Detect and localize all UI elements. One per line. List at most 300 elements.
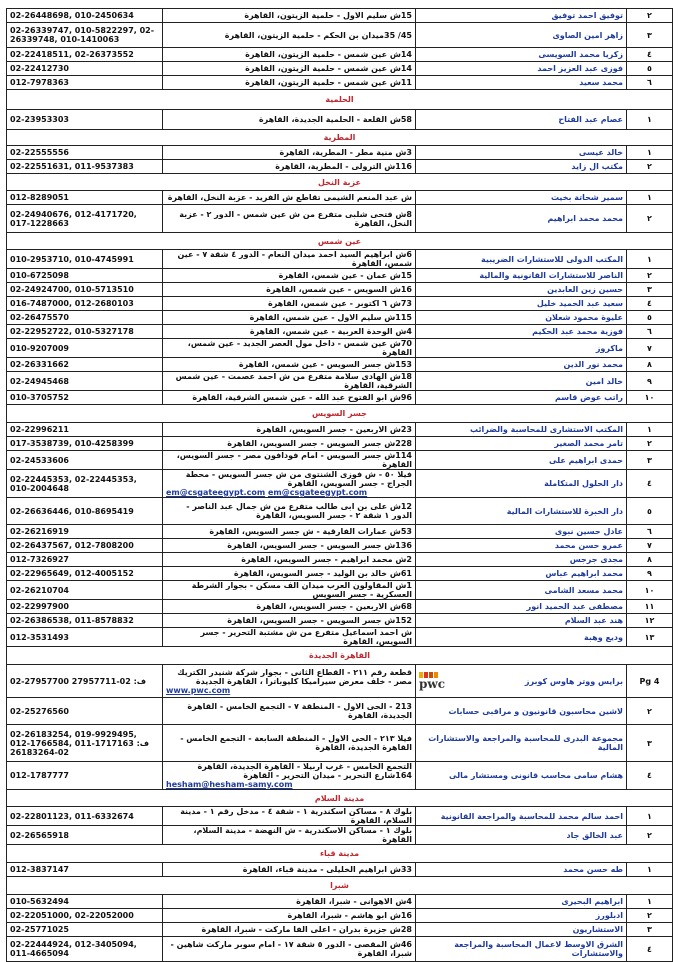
company-name: عصام عبد الفتاح (558, 115, 623, 124)
phone-cell: 02-26339747, 010-5822297, 02-26339748, 010-1410063 (7, 23, 163, 48)
address-text: 115ش سليم الاول - عين شمس، القاهرة (249, 313, 412, 322)
address-text: 23ش الاربعين - جسر السويس، القاهرة (256, 425, 412, 434)
row-number: ١ (627, 423, 673, 437)
table-row (7, 297, 673, 311)
address-cell (163, 807, 416, 826)
name-cell (416, 909, 627, 923)
pwc-entry (419, 672, 623, 690)
table-row (7, 863, 673, 877)
name-cell (416, 600, 627, 614)
address-cell (163, 539, 416, 553)
row-number: ٢ (627, 909, 673, 923)
address-text: 228ش جسر السويس - جسر السويس، القاهرة (227, 439, 412, 448)
phone-cell: 012-7978363 (7, 76, 163, 90)
phone-cell: 02-22952722, 010-5327178 (7, 325, 163, 339)
email-link[interactable]: hesham@hesham-samy.com (166, 780, 293, 789)
company-name: مكتب ال زايد (571, 162, 623, 171)
table-row (7, 372, 673, 391)
phone-cell: 02-22551631, 011-9537383 (7, 160, 163, 174)
address-cell (163, 391, 416, 405)
address-cell (163, 614, 416, 628)
address-cell (163, 48, 416, 62)
row-number: ٢ (627, 698, 673, 725)
phone-cell: 016-7487000, 012-2680103 (7, 297, 163, 311)
section-title: القاهرة الجديدة (7, 647, 673, 665)
company-name: زكريا محمد السويسى (538, 50, 623, 59)
phone-cell: 02-23953303 (7, 110, 163, 130)
table-row (7, 826, 673, 845)
table-row (7, 698, 673, 725)
name-cell (416, 698, 627, 725)
row-number: ٤ (627, 470, 673, 498)
company-name: ادبلورز (595, 911, 623, 920)
address-cell (163, 269, 416, 283)
phone-cell: 010-2953710, 010-4745991 (7, 250, 163, 269)
address-cell (163, 525, 416, 539)
section-title: جسر السويس (7, 405, 673, 423)
table-row (7, 48, 673, 62)
row-number: ٢ (627, 269, 673, 283)
address-cell (163, 23, 416, 48)
email-link-2[interactable]: em@csgateegypt.com (267, 488, 368, 497)
company-name: حسين زين العابدين (547, 285, 623, 294)
phone-cell: 02-24945468 (7, 372, 163, 391)
table-row (7, 311, 673, 325)
table-row (7, 283, 673, 297)
address-text: 58ش القلعة - الحلمية الجديدة، القاهرة (258, 115, 412, 124)
table-row (7, 762, 673, 790)
name-cell (416, 470, 627, 498)
table-row (7, 539, 673, 553)
table-row (7, 339, 673, 358)
address-text: 46ش المقصى - الدور ٥ شقة ١٧ - امام سوبر ماركت شاهين - شبرا، القاهرة (170, 940, 412, 958)
company-name: زاهر امين الصاوى (552, 30, 623, 40)
row-number: ١ (627, 807, 673, 826)
section-title: المطرية (7, 130, 673, 146)
row-number: ٤ (627, 762, 673, 790)
name-cell (416, 358, 627, 372)
company-name: حمدى ابراهيم على (548, 455, 623, 465)
address-text: فيلا ٢١٣ - الحى الاول - المنطقة السابعة - التجمع الخامس - القاهرة الجديدة، القاهرة (180, 734, 412, 752)
address-text: التجمع الخامس - غرب اربيلا - القاهرة الجديدة، القاهرة (197, 762, 412, 771)
address-cell (163, 567, 416, 581)
company-name: خالد امين (585, 376, 623, 386)
email-line (166, 780, 412, 789)
table-row (7, 937, 673, 962)
company-name: طه حسن محمد (563, 865, 623, 874)
phone-cell: 02-26183254, 019-9929495, 012-1766584, 011-1717163 ف: 02-26183264 (7, 725, 163, 762)
address-text: 152ش جسر السويس - جسر السويس، القاهرة (227, 616, 412, 625)
name-cell (416, 391, 627, 405)
address-text: 4ش الاهوانى - شبرا، القاهرة (296, 897, 412, 906)
table-row (7, 600, 673, 614)
name-cell (416, 451, 627, 470)
section-title: مدينة السلام (7, 790, 673, 807)
company-name: الناصر للاستشارات القانونية والمالية (479, 271, 623, 280)
phone-cell: 012-3531493 (7, 628, 163, 647)
phone-cell: 02-26475570 (7, 311, 163, 325)
table-row (7, 725, 673, 762)
address-cell (163, 470, 416, 498)
address-text: 70ش عين شمس - داخل مول العصر الجديد - عين شمس، القاهرة (187, 339, 412, 357)
address-text: 11ش عين شمس - حلمية الزيتون، القاهرة (245, 78, 412, 87)
address-text: 28ش جزيرة بدران - اعلى الفا ماركت - شبرا، القاهرة (201, 925, 412, 934)
company-name: هشام سامى محاسب قانونى ومستشار مالى (449, 771, 623, 780)
address-cell (163, 863, 416, 877)
phone-cell: 02-26636446, 010-8695419 (7, 498, 163, 525)
name-cell (416, 863, 627, 877)
address-cell (163, 283, 416, 297)
table-row (7, 923, 673, 937)
phone-cell: 02-26448698, 010-2450634 (7, 9, 163, 23)
address-cell (163, 725, 416, 762)
address-text-2: 164شارع التحرير - ميدان التحرير - القاهرة (243, 771, 412, 780)
section-header-row (7, 174, 673, 191)
company-name: سعيد عبد الحميد خليل (536, 299, 623, 308)
company-name: ابراهيم البحيرى (561, 897, 623, 906)
email-line (166, 686, 412, 695)
row-number: ٨ (627, 358, 673, 372)
phone-cell: 017-3538739, 010-4258399 (7, 437, 163, 451)
phone-cell: 010-6725098 (7, 269, 163, 283)
name-cell (416, 297, 627, 311)
name-cell (416, 762, 627, 790)
address-cell (163, 191, 416, 205)
row-number: ٦ (627, 76, 673, 90)
row-number: ٣ (627, 283, 673, 297)
pwc-logo-text: pwc (419, 677, 446, 691)
address-cell (163, 146, 416, 160)
name-cell (416, 110, 627, 130)
company-name: عادل حسين نبوى (554, 527, 623, 536)
row-number: ١٢ (627, 614, 673, 628)
address-cell (163, 297, 416, 311)
row-number: ١٣ (627, 628, 673, 647)
company-name: فوزية محمد عبد الحكيم (532, 327, 623, 336)
table-row (7, 325, 673, 339)
address-text: 116ش الترولى - المطرية، القاهرة (275, 162, 412, 171)
phone-cell: 02-26437567, 012-7808200 (7, 539, 163, 553)
company-name: مجموعة البدرى للمحاسبة والمراجعة والاستشارات المالية (428, 734, 623, 752)
company-name: الشرق الاوسط لاعمال المحاسبة والمراجعة والاستشارات (454, 940, 623, 958)
company-name: محمد محمد ابراهيم (547, 214, 623, 223)
table-row (7, 146, 673, 160)
phone-cell: 02-22418511, 02-26373552 (7, 48, 163, 62)
company-name: مجدى جرجس (569, 555, 623, 564)
table-row (7, 391, 673, 405)
address-text: 18ش الهادى سلامة متفرع من ش احمد عصمت - عين شمس الشرقية، القاهرة (175, 372, 412, 390)
table-row (7, 191, 673, 205)
address-cell (163, 372, 416, 391)
row-number: ٣ (627, 23, 673, 48)
address-cell (163, 909, 416, 923)
address-text: 3ش منية مطر - المطرية، القاهرة (279, 148, 412, 157)
table-row (7, 470, 673, 498)
table-row (7, 909, 673, 923)
row-number: ٣ (627, 923, 673, 937)
row-number: ٢ (627, 9, 673, 23)
name-cell (416, 628, 627, 647)
phone-cell: 02-22801123, 011-6332674 (7, 807, 163, 826)
address-text: بلوك ٨ - مساكن اسكندرية ١ - شقة ٤ - مدخل رقم ١ - مدينة السلام، القاهرة (180, 807, 412, 825)
phone-cell: 02-24533606 (7, 451, 163, 470)
table-row (7, 451, 673, 470)
address-text: 114ش جسر السويس - امام فودافون مصر - جسر السويس، القاهرة (176, 451, 412, 469)
company-name: مصطفى عبد الحميد انور (526, 602, 623, 611)
section-header-row (7, 405, 673, 423)
company-name: محمد نور الدين (563, 360, 623, 369)
address-text: فيلا ٥٠ - ش فوزى الشنتوى من ش جسر السويس - محطة الجراج - جسر السويس، القاهرة (185, 470, 412, 488)
row-number: ٩ (627, 372, 673, 391)
name-cell (416, 553, 627, 567)
row-number: ٣ (627, 451, 673, 470)
directory-table (6, 8, 673, 962)
company-name: محمد مسعد الشامى (544, 585, 623, 595)
name-cell (416, 423, 627, 437)
name-cell (416, 567, 627, 581)
address-text: 15ش عمان - عين شمس، القاهرة (278, 271, 412, 280)
table-row (7, 807, 673, 826)
table-row (7, 76, 673, 90)
section-header-row (7, 877, 673, 895)
address-cell (163, 581, 416, 600)
row-number: ١ (627, 895, 673, 909)
company-name: برايس ووتر هاوس كوبرز (524, 676, 623, 686)
row-number: ٦ (627, 525, 673, 539)
address-text: ش احمد اسماعيل متفرع من ش مشتبة التحرير - جسر السويس، القاهرة (200, 628, 412, 646)
row-number: ١ (627, 250, 673, 269)
address-cell (163, 628, 416, 647)
name-cell (416, 48, 627, 62)
address-cell (163, 665, 416, 698)
phone-cell: 010-9207009 (7, 339, 163, 358)
row-number: ٢ (627, 437, 673, 451)
row-number: ٣ (627, 725, 673, 762)
table-row (7, 581, 673, 600)
name-cell (416, 895, 627, 909)
address-cell (163, 826, 416, 845)
email-line (166, 488, 412, 497)
name-cell (416, 372, 627, 391)
address-text: بلوك ١ - مساكن الاسكندرية - ش النهضة - مدينة السلام، القاهرة (193, 826, 412, 844)
table-row (7, 525, 673, 539)
row-number: Pg 4 (627, 665, 673, 698)
name-cell (416, 525, 627, 539)
table-row (7, 665, 673, 698)
name-cell (416, 62, 627, 76)
row-number: ٧ (627, 339, 673, 358)
name-cell (416, 311, 627, 325)
name-cell (416, 250, 627, 269)
table-row (7, 628, 673, 647)
address-cell (163, 358, 416, 372)
address-cell (163, 923, 416, 937)
table-row (7, 9, 673, 23)
phone-cell: 012-8289051 (7, 191, 163, 205)
row-number: ١ (627, 146, 673, 160)
phone-cell: 02-22555556 (7, 146, 163, 160)
address-cell (163, 250, 416, 269)
address-text: ش عبد المنعم الشيمى تقاطع ش الفريد - عزبة النخل، القاهرة (167, 193, 412, 202)
address-text: 15ش سليم الاول - حلمية الزيتون، القاهرة (244, 11, 412, 20)
table-row (7, 110, 673, 130)
section-header-row (7, 130, 673, 146)
address-text: 73ش ٦ اكتوبر - عين شمس، القاهرة (267, 299, 412, 308)
row-number: ٥ (627, 498, 673, 525)
address-text: 45/ 35ميدان بن الحكم - حلمية الزيتون، القاهرة (224, 30, 412, 40)
phone-cell: 02-25276560 (7, 698, 163, 725)
phone-cell: 02-24940676, 012-4171720, 017-1228663 (7, 205, 163, 233)
section-title: عين شمس (7, 233, 673, 250)
address-text: 68ش الاربعين - جسر السويس، القاهرة (256, 602, 412, 611)
company-name: راتب عوض قاسم (554, 393, 623, 402)
phone-cell: 02-22997900 (7, 600, 163, 614)
address-text: 53ش عمارات الفارقية - ش جسر السويس، القاهرة (209, 527, 412, 536)
phone-cell: 012-3837147 (7, 863, 163, 877)
address-text: 136ش جسر السويس - جسر السويس، القاهرة (227, 541, 412, 550)
email-link[interactable]: em@csgateegypt.com (166, 488, 266, 497)
phone-cell: 02-22412730 (7, 62, 163, 76)
phone-cell: 012-1787777 (7, 762, 163, 790)
address-cell (163, 205, 416, 233)
section-header-row (7, 90, 673, 110)
name-cell (416, 191, 627, 205)
address-text: 153ش جسر السويس - عين شمس، القاهرة (238, 360, 412, 369)
address-cell (163, 325, 416, 339)
name-cell (416, 146, 627, 160)
phone-cell: 02-22444924, 012-3405094, 011-4665094 (7, 937, 163, 962)
section-title: الحلمية (7, 90, 673, 110)
company-name: هند عبد السلام (564, 616, 623, 625)
table-row (7, 498, 673, 525)
address-cell (163, 762, 416, 790)
table-row (7, 567, 673, 581)
name-cell (416, 205, 627, 233)
name-cell (416, 23, 627, 48)
address-text: 8ش فتحى شلبى متفرع من ش عين شمس - الدور ٢ - عزبة النخل، القاهرة (179, 209, 412, 228)
row-number: ٦ (627, 325, 673, 339)
row-number: ١٠ (627, 391, 673, 405)
company-name: المكتب الدولى للاستشارات الضريبية (480, 254, 623, 264)
address-text: 14ش عين شمس - حلمية الزيتون، القاهرة (245, 50, 412, 59)
table-row (7, 614, 673, 628)
address-cell (163, 311, 416, 325)
address-text: 4ش الوحدة العربية - عين شمس، القاهرة (249, 327, 412, 336)
pwc-logo-icon (419, 672, 445, 690)
section-title: مدينة قباء (7, 845, 673, 863)
address-text: 16ش السويس - عين شمس، القاهرة (266, 285, 412, 294)
company-name: دار الحلول المتكاملة (544, 479, 623, 488)
address-text: 213 - الحى الاول - المنطقة ٧ - التجمع الخامس - القاهرة الجديدة، القاهرة (187, 702, 412, 720)
phone-cell: 02-26565918 (7, 826, 163, 845)
row-number: ٥ (627, 311, 673, 325)
name-cell (416, 665, 627, 698)
company-name: توفيق احمد توفيق (551, 11, 623, 20)
company-name: محمد ابراهيم عباس (545, 569, 623, 578)
table-row (7, 437, 673, 451)
company-name: دار الخبرة للاستشارات المالية (506, 506, 623, 516)
row-number: ١١ (627, 600, 673, 614)
phone-cell: 02-26216919 (7, 525, 163, 539)
section-header-row (7, 647, 673, 665)
email-link[interactable]: www.pwc.com (166, 685, 231, 695)
name-cell (416, 539, 627, 553)
company-name: ماكروز (595, 343, 623, 353)
name-cell (416, 581, 627, 600)
row-number: ٥ (627, 62, 673, 76)
table-row (7, 62, 673, 76)
name-cell (416, 9, 627, 23)
company-name: الاستشاريون (572, 925, 623, 934)
phone-cell: 02-24924700, 010-5713510 (7, 283, 163, 297)
row-number: ٢ (627, 205, 673, 233)
phone-cell: 02-25771025 (7, 923, 163, 937)
row-number: ١٠ (627, 581, 673, 600)
table-row (7, 358, 673, 372)
row-number: ١ (627, 191, 673, 205)
row-number: ٢ (627, 160, 673, 174)
address-cell (163, 110, 416, 130)
section-header-row (7, 845, 673, 863)
company-name: عليوة محمود شعلان (545, 313, 623, 322)
row-number: ٨ (627, 553, 673, 567)
company-name: وديع وهبة (584, 632, 623, 642)
address-text: 96ش ابو الفتوح عبد الله - عين شمس الشرقية، القاهرة (192, 393, 412, 402)
company-name: فوزى عبد العزيز احمد (537, 64, 623, 73)
address-text: 14ش عين شمس - حلمية الزيتون، القاهرة (245, 64, 412, 73)
row-number: ١ (627, 110, 673, 130)
address-cell (163, 76, 416, 90)
table-row (7, 895, 673, 909)
table-row (7, 23, 673, 48)
address-cell (163, 9, 416, 23)
row-number: ٧ (627, 539, 673, 553)
table-row (7, 160, 673, 174)
company-name: خالد عيسى (578, 148, 623, 157)
name-cell (416, 283, 627, 297)
table-row (7, 269, 673, 283)
name-cell (416, 160, 627, 174)
phone-cell: 02-22965649, 012-4005152 (7, 567, 163, 581)
address-text: 1ش المقاولون العرب ميدان الف مسكن - بجوار الشرطة العسكرية - جسر السويس (191, 581, 412, 599)
name-cell (416, 269, 627, 283)
address-cell (163, 553, 416, 567)
address-cell (163, 423, 416, 437)
address-cell (163, 62, 416, 76)
section-title: شبرا (7, 877, 673, 895)
address-text: 12ش على بن ابى طالب متفرع من ش جمال عبد الناصر - الدور ١ شقة ٢ - جسر السويس، القاهرة (186, 502, 412, 520)
name-cell (416, 826, 627, 845)
company-name: عبد الخالق جاد (566, 830, 623, 840)
section-header-row (7, 790, 673, 807)
section-header-row (7, 233, 673, 250)
address-cell (163, 600, 416, 614)
address-text: 6ش ابراهيم السيد احمد ميدان النعام - الدور ٤ شقة ٧ - عين شمس، القاهرة (177, 250, 412, 268)
name-cell (416, 437, 627, 451)
address-text: قطعة رقم ٢١١ - القطاع الثانى - بجوار شركة شنيدر الكتريك مصر - خلف معرض سيراميكا كليوباترا ، القاهرة الجديدة (177, 667, 412, 686)
company-name: لاشين محاسبون قانونيون و مراقبى حسابات (448, 706, 623, 716)
section-title: عزبة النخل (7, 174, 673, 191)
phone-cell: 02-27957700 ف: 02-27957711 (7, 665, 163, 698)
row-number: ٩ (627, 567, 673, 581)
table-row (7, 423, 673, 437)
address-cell (163, 937, 416, 962)
name-cell (416, 614, 627, 628)
phone-cell: 02-22445353, 02-22445353, 010-2004648 (7, 470, 163, 498)
address-text: 61ش خالد بن الوليد - جسر السويس، القاهرة (233, 569, 412, 578)
address-cell (163, 498, 416, 525)
row-number: ٢ (627, 826, 673, 845)
